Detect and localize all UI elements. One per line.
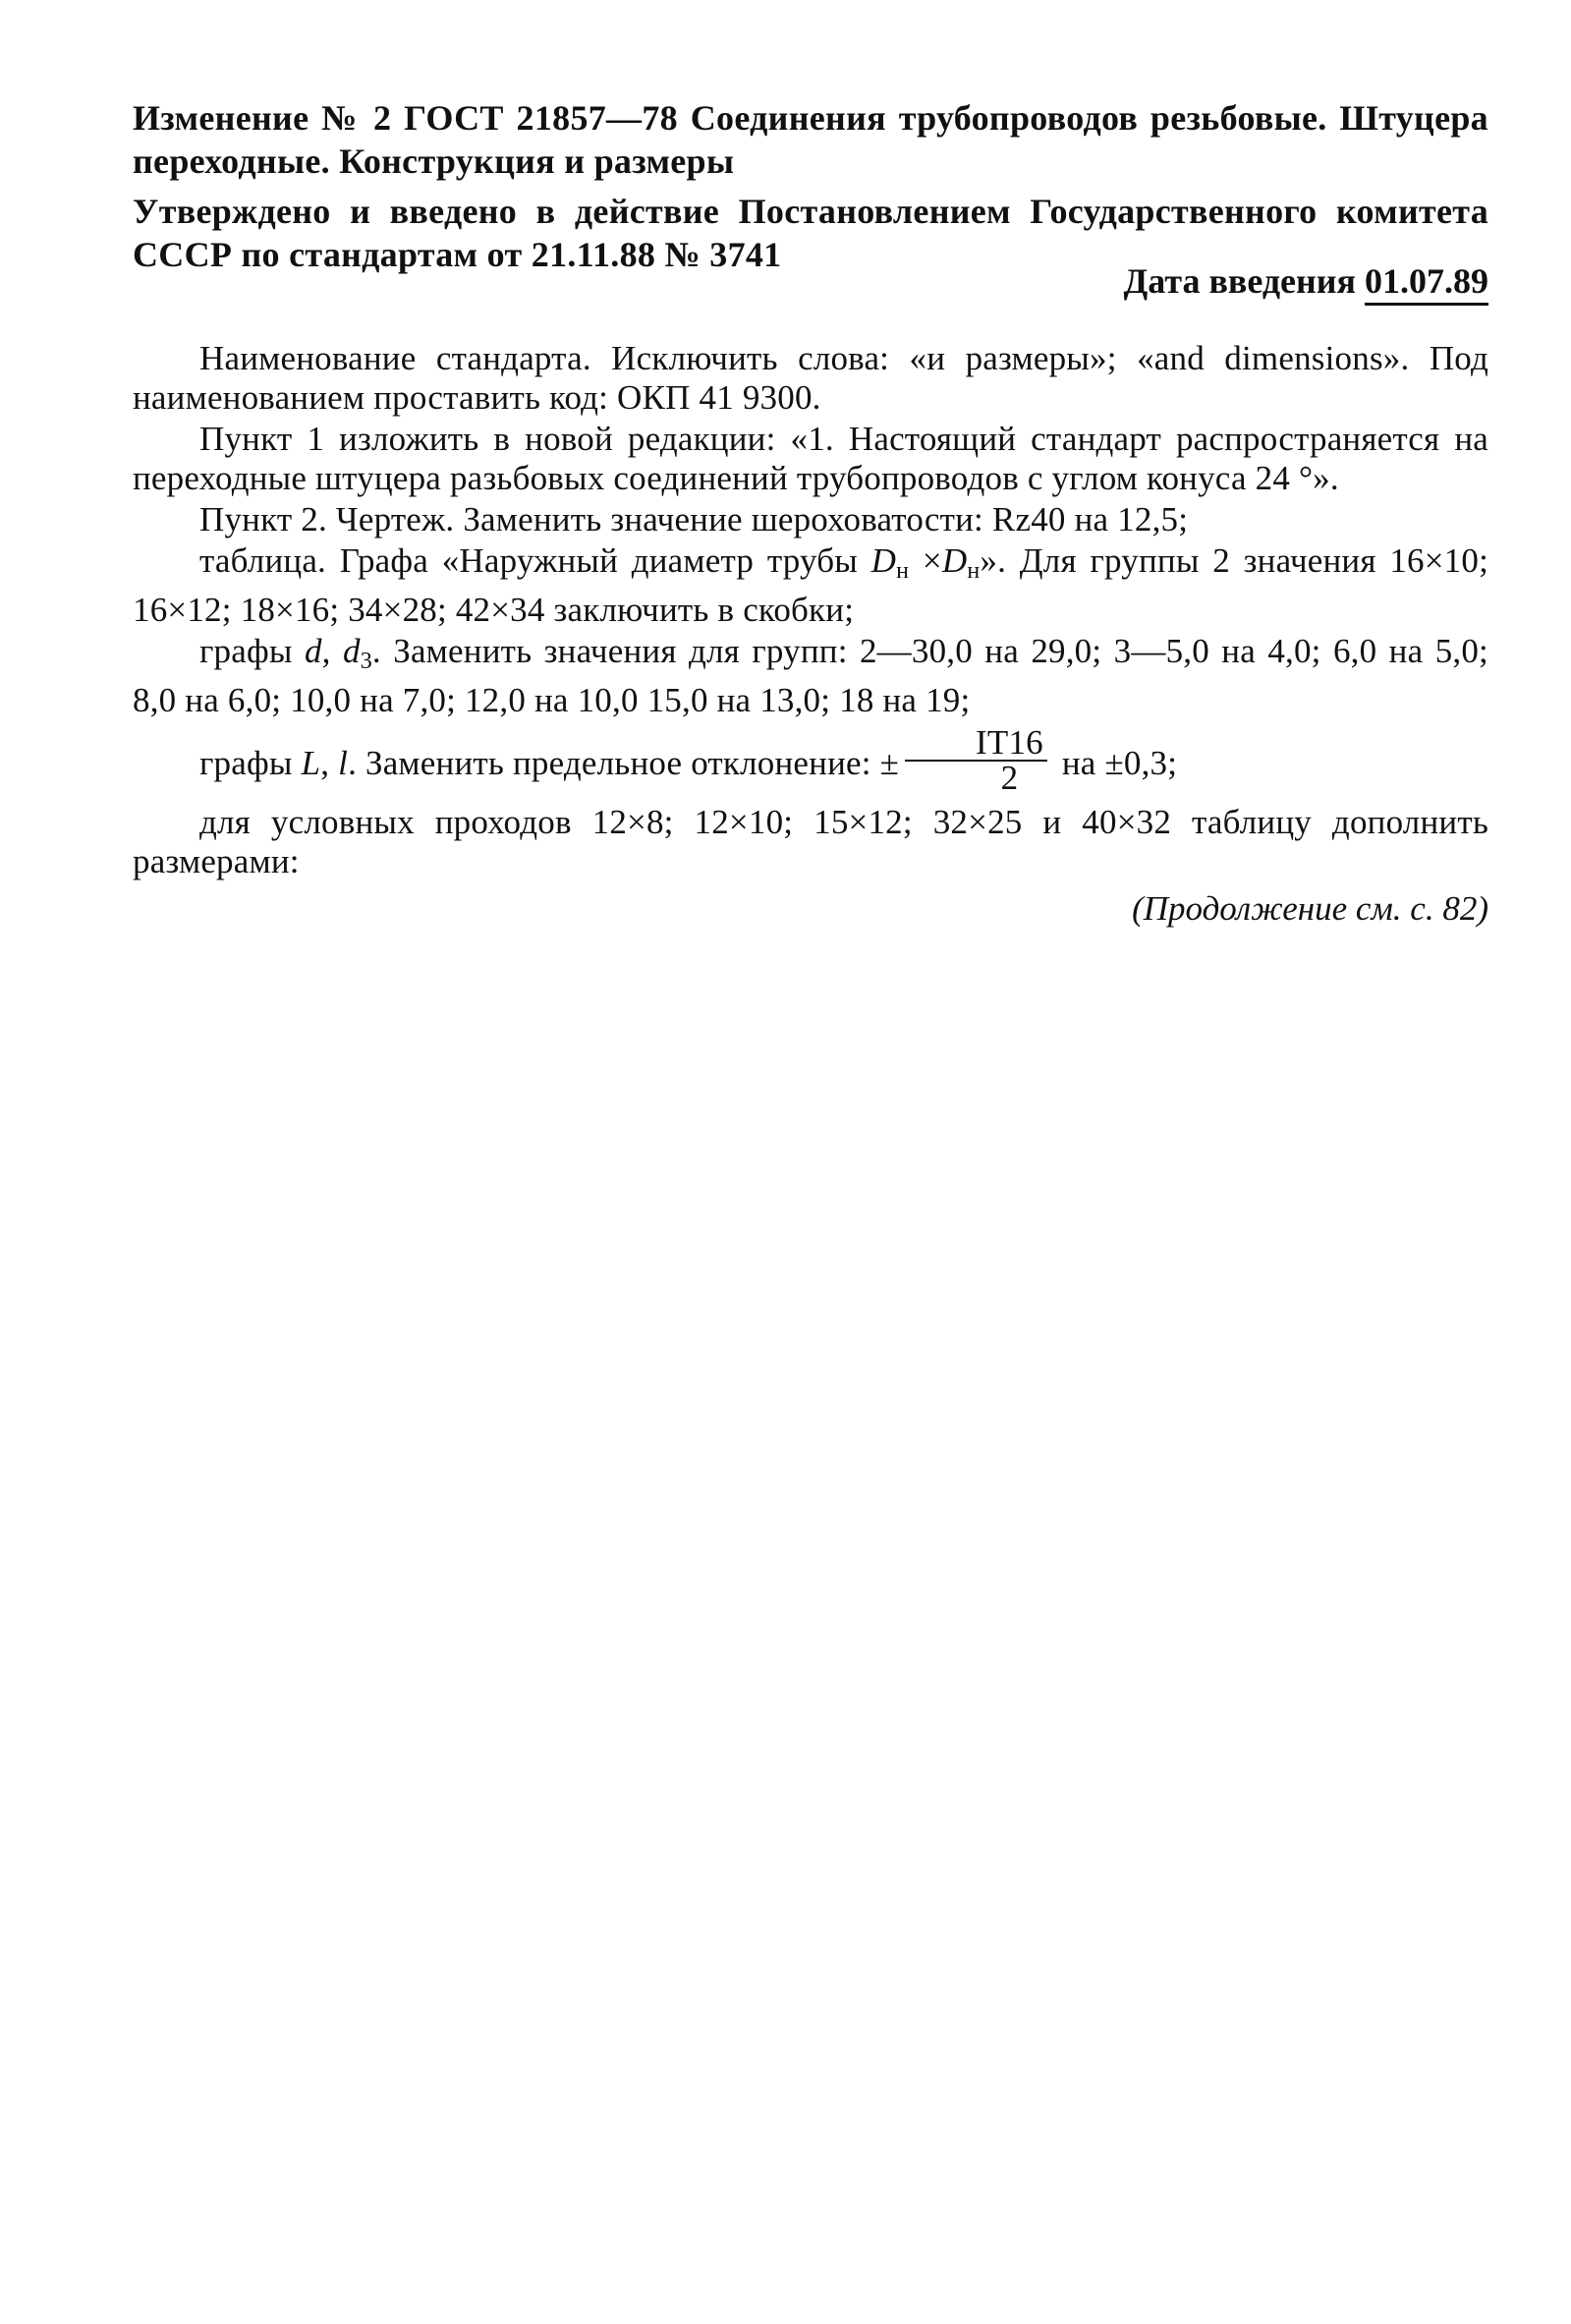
columns-L-text-start: графы [199,744,302,783]
paragraph-nominal-passages: для условных проходов 12×8; 12×10; 15×12; 32×25 и 40×32 таблицу дополнить размерами: [133,803,1488,880]
columns-d-text-end: . Заменить значения для групп: 2—30,0 на 29,0; 3—5,0 на 4,0; 6,0 на 5,0; 8,0 на 6,0; 10,0 на 7,0; 12,0 на 10,0 15,0 на 13,0; 18 на 19; [133,632,1488,719]
symbol-l: l [338,744,349,783]
effective-date-value: 01.07.89 [1365,261,1488,306]
paragraph-standard-name: Наименование стандарта. Исключить слова: «и размеры»; «and dimensions». Под наименованием проставить код: ОКП 41 9300. [133,339,1488,417]
approval-line-1: Утверждено и введено в действие Постановлением Государственного комитета [133,192,1488,231]
paragraph-columns-L-l [133,723,1488,801]
paragraph-columns-d-d3 [133,632,1488,720]
effective-date [1124,259,1489,303]
symbol-dn-prime: D [941,541,968,580]
continuation-note: (Продолжение см. с. 82) [1132,889,1488,928]
fraction-numerator: IT16 [905,726,1047,762]
symbol-d3-subscript: 3 [360,649,372,674]
symbol-d: d [304,632,322,670]
approval-line-2: СССР по стандартам от 21.11.88 № 3741 [133,235,782,274]
paragraph-clause-2-drawing: Пункт 2. Чертеж. Заменить значение шероховатости: Rz40 на 12,5; [199,500,1189,538]
symbol-dn-subscript: н [896,558,910,584]
amendment-body [133,339,1488,881]
paragraph-clause-1: Пункт 1 изложить в новой редакции: «1. Настоящий стандарт распространяется на переходные штуцера разьбовых соединений трубопроводов с углом конуса 24 °». [133,420,1488,497]
columns-d-text-start: графы [199,632,305,670]
columns-L-text-middle: . Заменить предельное отклонение: ± [348,744,900,783]
document-title-text: Изменение № 2 ГОСТ 21857—78 Соединения трубопроводов резьбовые. Штуцера переходные. Конструкция и размеры [133,98,1488,181]
symbol-dn-prime-subscript: н [967,558,981,584]
table-column-text-end: ». Для группы 2 значения 16×10; 16×12; 18×16; 34×28; 42×34 заключить в скобки; [133,541,1489,629]
symbol-dn: D [870,541,897,580]
fraction-denominator: 2 [1000,759,1019,797]
document-title [133,96,1488,183]
table-column-text-start: таблица. Графа «Наружный диаметр трубы [199,541,871,580]
effective-date-label: Дата введения [1123,261,1356,301]
tolerance-fraction [905,723,1047,797]
symbol-L: L [301,744,321,783]
separator: , [320,744,339,783]
columns-L-text-end: на ±0,3; [1052,744,1178,783]
symbol-d3: d [342,632,361,670]
multiply-sign: × [909,541,942,580]
paragraph-table-column [133,541,1488,630]
separator: , [321,632,343,670]
